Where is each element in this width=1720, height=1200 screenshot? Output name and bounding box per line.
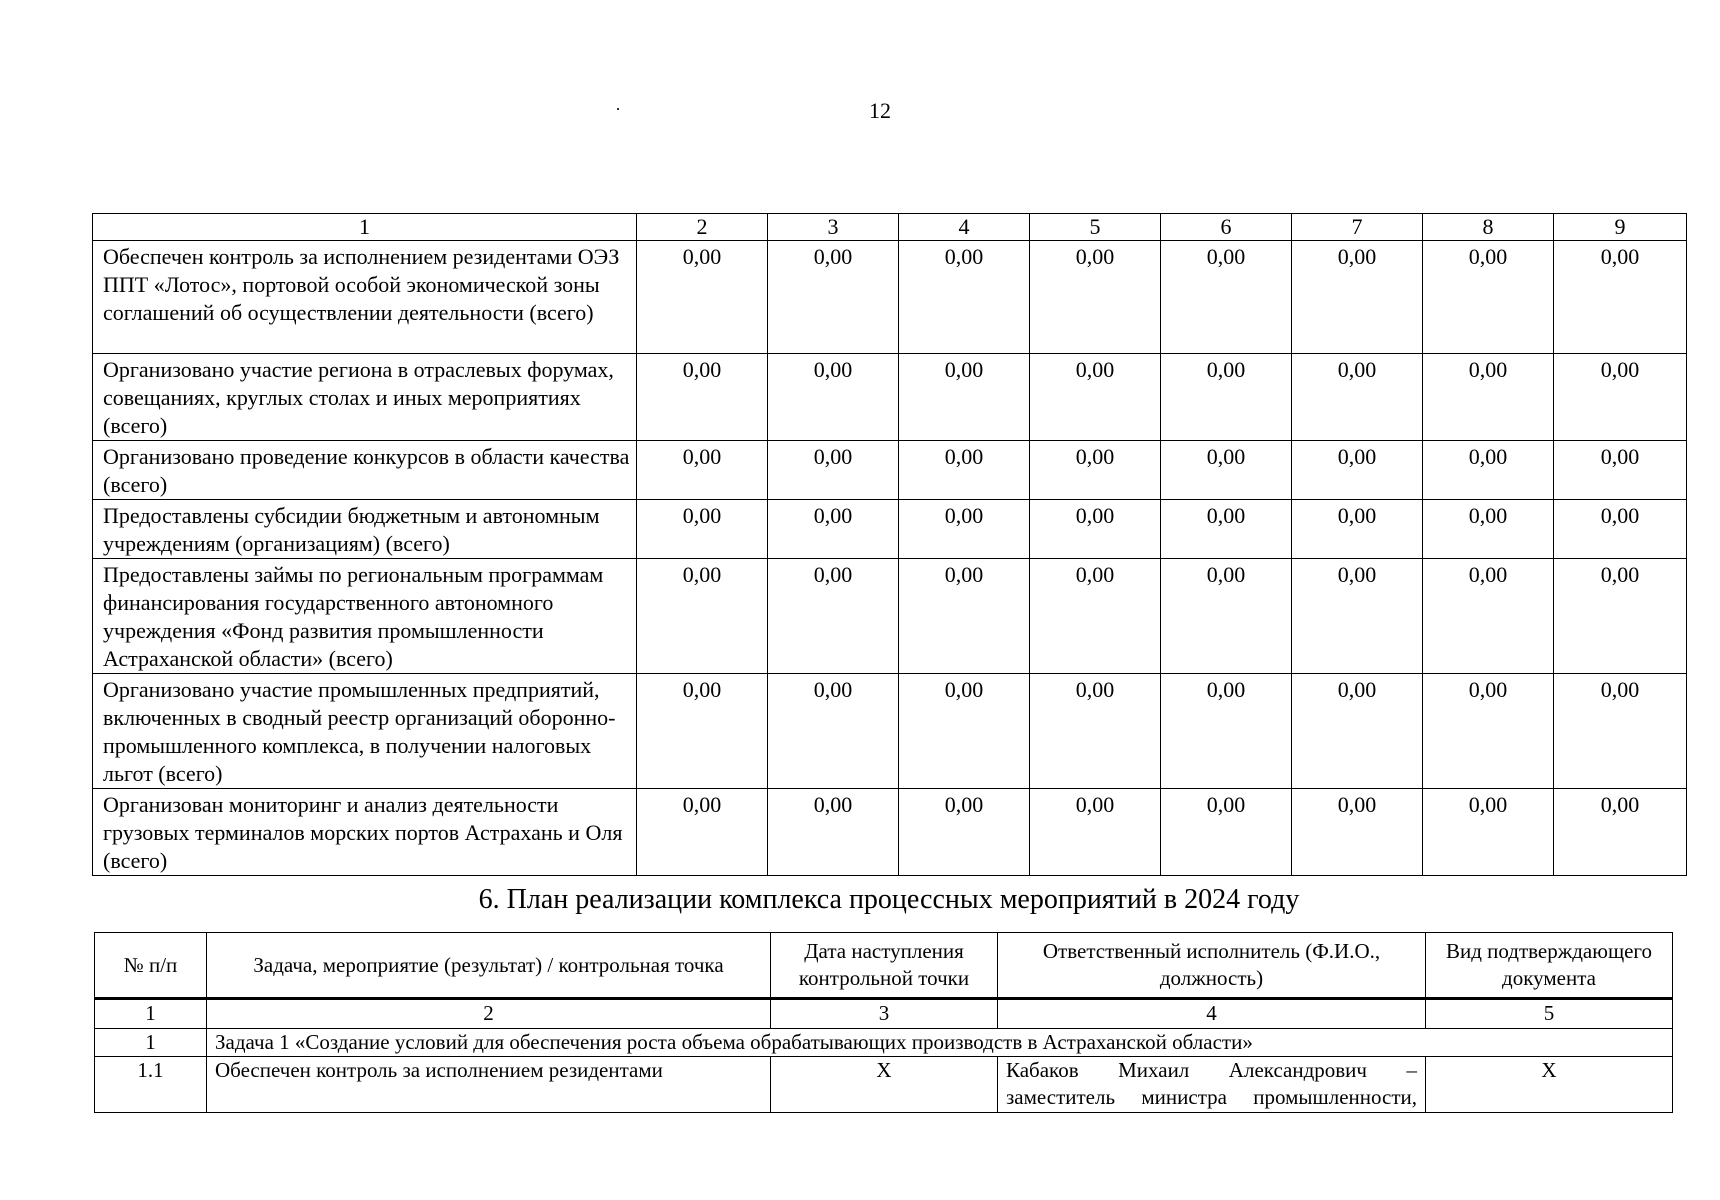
cell-value: 0,00	[1161, 559, 1292, 674]
header-date: Дата наступления контрольной точки	[771, 933, 998, 999]
column-number: 4	[998, 999, 1426, 1029]
cell-value: 0,00	[637, 674, 768, 789]
cell-value: 0,00	[1423, 354, 1554, 441]
cell-value: 0,00	[1292, 559, 1423, 674]
column-number: 9	[1554, 214, 1687, 241]
cell-value: 0,00	[1030, 559, 1161, 674]
table-row	[93, 559, 1687, 674]
cell-value: 0,00	[1554, 559, 1687, 674]
cell-value: 0,00	[768, 789, 899, 876]
table-row	[93, 500, 1687, 559]
plan-table	[94, 932, 1673, 1113]
column-number: 7	[1292, 214, 1423, 241]
column-number: 8	[1423, 214, 1554, 241]
column-number: 2	[207, 999, 771, 1029]
item-text: Обеспечен контроль за исполнением резидентами	[207, 1057, 771, 1113]
cell-value: 0,00	[768, 674, 899, 789]
table-row	[93, 241, 1687, 354]
cell-value: 0,00	[637, 559, 768, 674]
cell-value: 0,00	[1292, 789, 1423, 876]
cell-value: 0,00	[899, 500, 1030, 559]
cell-value: 0,00	[1423, 241, 1554, 354]
row-label: Организовано участие промышленных предприятий, включенных в сводный реестр организаций оборонно-промышленного комплекса, в получении налоговых льгот (всего)	[93, 674, 637, 789]
cell-value: 0,00	[1554, 674, 1687, 789]
cell-value: 0,00	[637, 789, 768, 876]
column-number: 6	[1161, 214, 1292, 241]
cell-value: 0,00	[637, 500, 768, 559]
column-number-row	[95, 999, 1673, 1029]
column-number: 1	[93, 214, 637, 241]
row-label: Организован мониторинг и анализ деятельности грузовых терминалов морских портов Астрахань и Оля (всего)	[93, 789, 637, 876]
column-number: 1	[95, 999, 207, 1029]
cell-value: 0,00	[1292, 354, 1423, 441]
row-label: Предоставлены займы по региональным программам финансирования государственного автономного учреждения «Фонд развития промышленности Астраханской области» (всего)	[93, 559, 637, 674]
page-number: 12	[869, 98, 891, 123]
cell-value: 0,00	[637, 241, 768, 354]
cell-value: 0,00	[1161, 441, 1292, 500]
cell-value: 0,00	[1292, 441, 1423, 500]
cell-value: 0,00	[899, 354, 1030, 441]
cell-value: 0,00	[1554, 241, 1687, 354]
task-number: 1	[95, 1029, 207, 1057]
column-number-row	[93, 214, 1687, 241]
cell-value: 0,00	[1030, 789, 1161, 876]
cell-value: 0,00	[768, 354, 899, 441]
cell-value: 0,00	[1292, 674, 1423, 789]
scan-speck	[617, 108, 619, 110]
cell-value: 0,00	[768, 241, 899, 354]
column-number: 2	[637, 214, 768, 241]
financing-table	[92, 213, 1687, 876]
item-number: 1.1	[95, 1057, 207, 1113]
cell-value: 0,00	[1423, 500, 1554, 559]
header-number: № п/п	[95, 933, 207, 999]
cell-value: 0,00	[637, 354, 768, 441]
item-document: X	[1426, 1057, 1673, 1113]
row-label: Организовано участие региона в отраслевых форумах, совещаниях, круглых столах и иных мероприятиях (всего)	[93, 354, 637, 441]
cell-value: 0,00	[1554, 500, 1687, 559]
cell-value: 0,00	[1423, 441, 1554, 500]
item-responsible: Кабаков Михаил Александрович – заместитель министра промышленности,	[998, 1057, 1426, 1113]
cell-value: 0,00	[1161, 789, 1292, 876]
cell-value: 0,00	[1292, 500, 1423, 559]
row-label: Обеспечен контроль за исполнением резидентами ОЭЗ ППТ «Лотос», портовой особой экономической зоны соглашений об осуществлении деятельности (всего)	[93, 241, 637, 354]
cell-value: 0,00	[1161, 241, 1292, 354]
column-number: 3	[771, 999, 998, 1029]
header-task: Задача, мероприятие (результат) / контрольная точка	[207, 933, 771, 999]
cell-value: 0,00	[899, 441, 1030, 500]
cell-value: 0,00	[1554, 354, 1687, 441]
cell-value: 0,00	[768, 559, 899, 674]
section-title: 6. План реализации комплекса процессных мероприятий в 2024 году	[478, 884, 1300, 915]
cell-value: 0,00	[1161, 500, 1292, 559]
header-document: Вид подтверждающего документа	[1426, 933, 1673, 999]
cell-value: 0,00	[1030, 674, 1161, 789]
cell-value: 0,00	[1554, 441, 1687, 500]
cell-value: 0,00	[1161, 354, 1292, 441]
cell-value: 0,00	[637, 441, 768, 500]
cell-value: 0,00	[899, 674, 1030, 789]
cell-value: 0,00	[899, 559, 1030, 674]
column-number: 5	[1426, 999, 1673, 1029]
cell-value: 0,00	[1423, 789, 1554, 876]
table-row	[93, 674, 1687, 789]
task-text: Задача 1 «Создание условий для обеспечения роста объема обрабатывающих производств в Астраханской области»	[207, 1029, 1673, 1057]
task-row	[95, 1029, 1673, 1057]
cell-value: 0,00	[768, 500, 899, 559]
cell-value: 0,00	[1030, 241, 1161, 354]
row-label: Предоставлены субсидии бюджетным и автономным учреждениям (организациям) (всего)	[93, 500, 637, 559]
cell-value: 0,00	[1423, 559, 1554, 674]
cell-value: 0,00	[768, 441, 899, 500]
header-responsible: Ответственный исполнитель (Ф.И.О., должность)	[998, 933, 1426, 999]
cell-value: 0,00	[899, 789, 1030, 876]
cell-value: 0,00	[1554, 789, 1687, 876]
cell-value: 0,00	[1030, 500, 1161, 559]
item-row	[95, 1057, 1673, 1113]
table-row	[93, 354, 1687, 441]
item-date: X	[771, 1057, 998, 1113]
cell-value: 0,00	[1030, 354, 1161, 441]
column-number: 5	[1030, 214, 1161, 241]
table-row	[93, 441, 1687, 500]
cell-value: 0,00	[1030, 441, 1161, 500]
table-row	[93, 789, 1687, 876]
cell-value: 0,00	[1423, 674, 1554, 789]
cell-value: 0,00	[1161, 674, 1292, 789]
row-label: Организовано проведение конкурсов в области качества (всего)	[93, 441, 637, 500]
plan-header-row	[95, 933, 1673, 999]
cell-value: 0,00	[1292, 241, 1423, 354]
column-number: 4	[899, 214, 1030, 241]
column-number: 3	[768, 214, 899, 241]
cell-value: 0,00	[899, 241, 1030, 354]
